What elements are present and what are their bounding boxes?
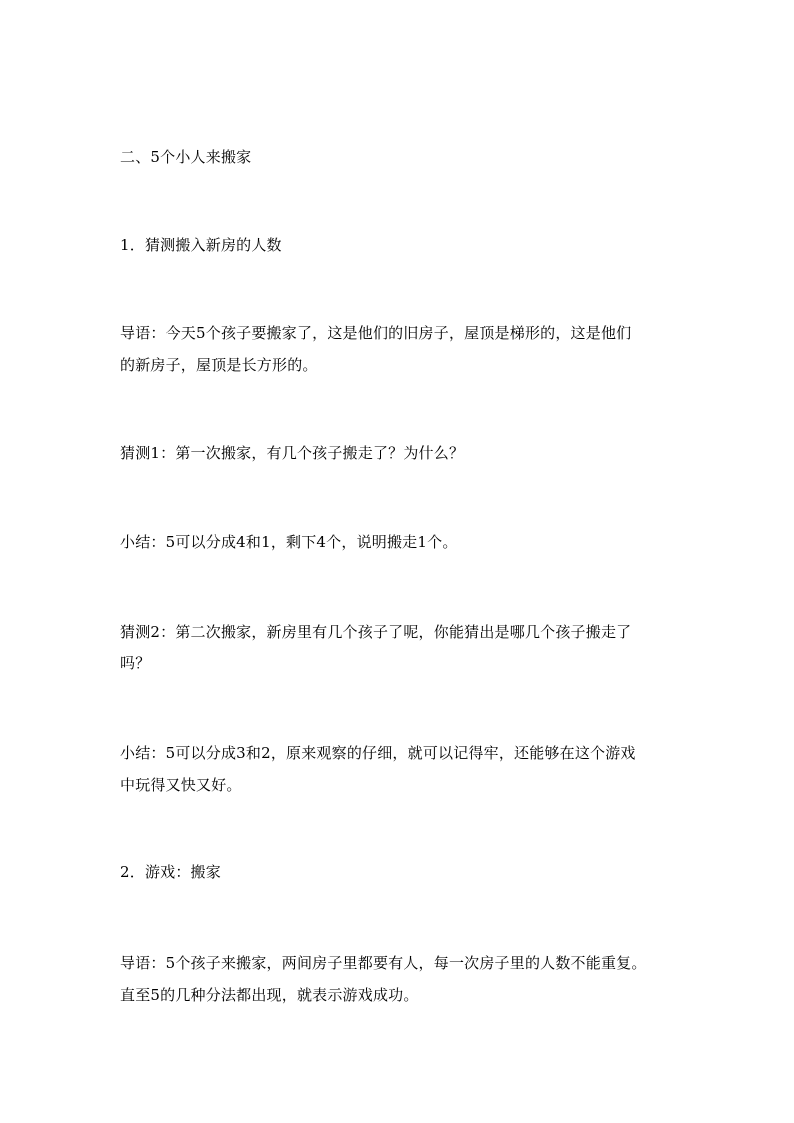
guess-2-line-2: 吗？	[120, 654, 151, 672]
subsection-1-title: 1．猜测搬入新房的人数	[120, 236, 282, 254]
section-title: 二、5个小人来搬家	[120, 148, 252, 166]
intro-1-line-2: 的新房子，屋顶是长方形的。	[120, 356, 318, 374]
guess-2-line-1: 猜测2：第二次搬家，新房里有几个孩子了呢，你能猜出是哪几个孩子搬走了	[120, 623, 632, 641]
summary-1: 小结：5可以分成4和1，剩下4个，说明搬走1个。	[120, 533, 458, 551]
intro-1-line-1: 导语：今天5个孩子要搬家了，这是他们的旧房子，屋顶是梯形的，这是他们	[120, 324, 632, 342]
summary-2-line-2: 中玩得又快又好。	[120, 776, 242, 794]
subsection-2-title: 2．游戏：搬家	[120, 863, 221, 881]
guess-1: 猜测1：第一次搬家，有几个孩子搬走了？为什么？	[120, 444, 465, 462]
summary-2-line-1: 小结：5可以分成3和2，原来观察的仔细，就可以记得牢，还能够在这个游戏	[120, 744, 636, 762]
intro-2-line-2: 直至5的几种分法都出现，就表示游戏成功。	[120, 986, 419, 1004]
intro-2-line-1: 导语：5个孩子来搬家，两间房子里都要有人，每一次房子里的人数不能重复。	[120, 954, 647, 972]
